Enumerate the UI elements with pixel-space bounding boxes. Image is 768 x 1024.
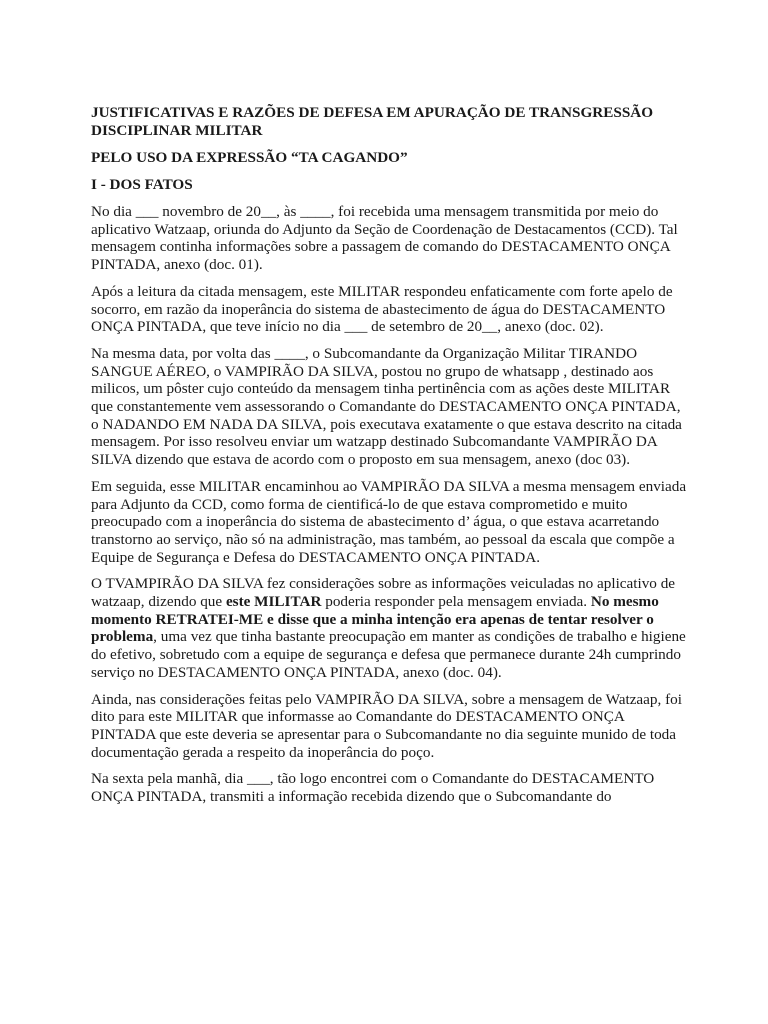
paragraph-5-bold-1: este MILITAR bbox=[225, 593, 322, 611]
paragraph-5 bbox=[91, 575, 687, 681]
section-heading: I - DOS FATOS bbox=[91, 176, 193, 193]
paragraph-1: No dia ___ novembro de 20__, às ____, foi recebida uma mensagem transmitida por meio do aplicativo Watzaap, oriunda do Adjunto da Seção de Coordenação de Destacamentos (CCD). Tal mensagem continha informações sobre a passagem de comando do DESTACAMENTO ONÇA PINTADA, anexo (doc. 01). bbox=[91, 203, 678, 274]
paragraph-2: Após a leitura da citada mensagem, este MILITAR respondeu enfaticamente com forte apelo de socorro, em razão da inoperância do sistema de abastecimento de água do DESTACAMENTO ONÇA PINTADA, que teve início no dia ___ de setembro de 20__, anexo (doc. 02). bbox=[91, 282, 673, 336]
paragraph-4: Em seguida, esse MILITAR encaminhou ao VAMPIRÃO DA SILVA a mesma mensagem enviada para Adjunto da CCD, como forma de cientificá-lo de que estava comprometido e muito preocupado com a inoperância do sistema de abastecimento d’ água, o que estava acarretando transtorno ao serviço, não só na administração, mas também, ao pessoal da escala que compõe a Equipe de Segurança e Defesa do DESTACAMENTO ONÇA PINTADA. bbox=[91, 477, 687, 566]
paragraph-5-text-2: poderia responder pela mensagem enviada. bbox=[321, 593, 591, 611]
document-subtitle: PELO USO DA EXPRESSÃO “TA CAGANDO” bbox=[91, 149, 408, 166]
paragraph-7: Na sexta pela manhã, dia ___, tão logo encontrei com o Comandante do DESTACAMENTO ONÇA PINTADA, transmiti a informação recebida dizendo que o Subcomandante do bbox=[91, 770, 655, 806]
document-page bbox=[91, 104, 687, 815]
paragraph-5-bold-2: No mesmo momento RETRATEI-ME e disse que a minha intenção era apenas de tentar resolver o problema bbox=[91, 593, 659, 646]
paragraph-6: Ainda, nas considerações feitas pelo VAMPIRÃO DA SILVA, sobre a mensagem de Watzaap, foi dito para este MILITAR que informasse ao Comandante do DESTACAMENTO ONÇA PINTADA que este deveria se apresentar para o Subcomandante no dia seguinte munido de toda documentação gerada a respeito da inoperância do poço. bbox=[91, 690, 682, 761]
paragraph-5-text-3: , uma vez que tinha bastante preocupação em manter as condições de trabalho e higiene do efetivo, sobretudo com a equipe de segurança e defesa que permanece durante 24h cumprindo serviço no DESTACAMENTO ONÇA PINTADA, anexo (doc. 04). bbox=[91, 628, 686, 681]
document-title: JUSTIFICATIVAS E RAZÕES DE DEFESA EM APURAÇÃO DE TRANSGRESSÃO DISCIPLINAR MILITAR bbox=[91, 104, 654, 139]
paragraph-5-text-1: O TVAMPIRÃO DA SILVA fez considerações sobre as informações veiculadas no aplicativo de watzaap, dizendo que bbox=[91, 575, 676, 611]
paragraph-3: Na mesma data, por volta das ____, o Subcomandante da Organização Militar TIRANDO SANGUE AÉREO, o VAMPIRÃO DA SILVA, postou no grupo de whatsapp , destinado aos milicos, um pôster cujo conteúdo da mensagem tinha pertinência com as ações deste MILITAR que constantemente vem assessorando o Comandante do DESTACAMENTO ONÇA PINTADA, o NADANDO EM NADA DA SILVA, pois executava exatamente o que estava descrito na citada mensagem. Por isso resolveu enviar um watzapp destinado Subcomandante VAMPIRÃO DA SILVA dizendo que estava de acordo com o proposto em sua mensagem, anexo (doc 03). bbox=[91, 344, 682, 469]
